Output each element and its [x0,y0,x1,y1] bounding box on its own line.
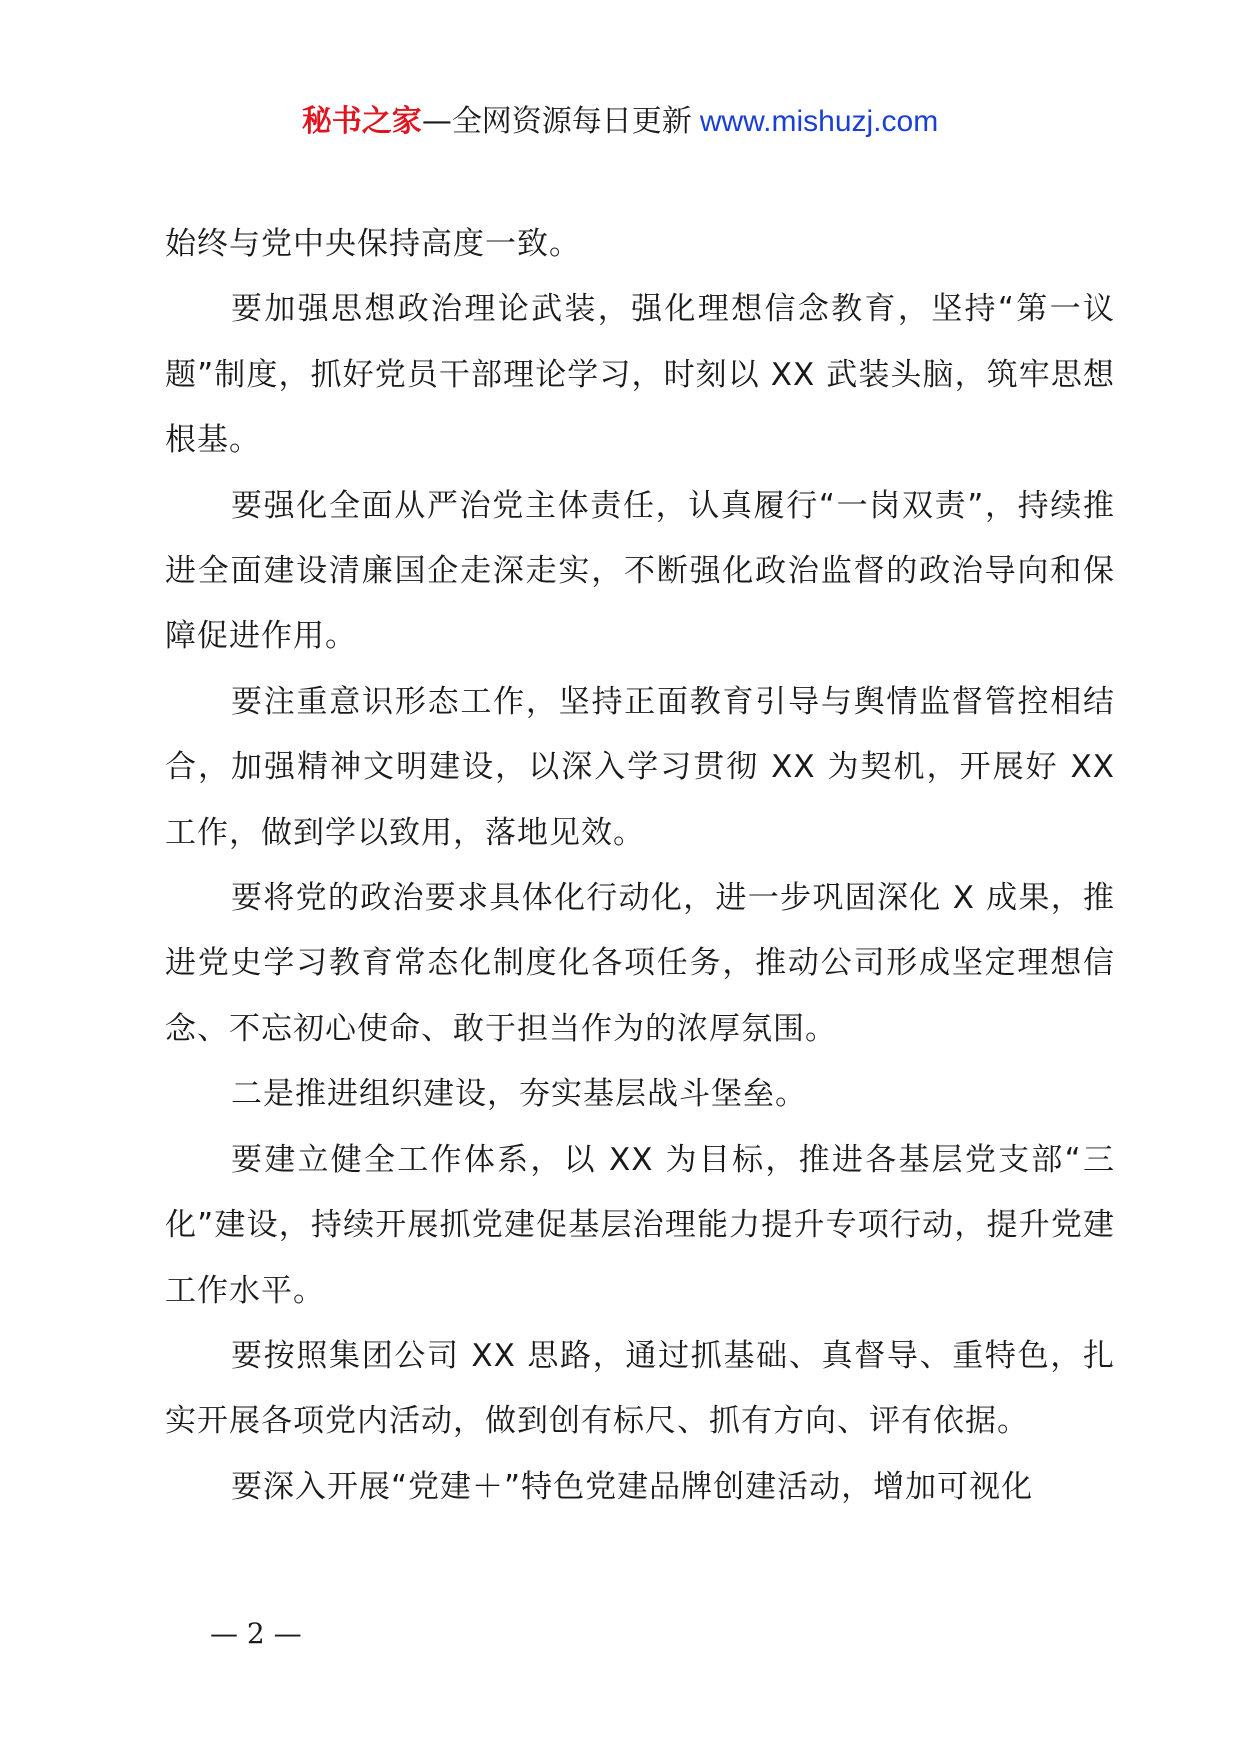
site-banner [0,100,1240,144]
paragraph: 始终与党中央保持高度一致。 [165,226,581,262]
banner-tagline: —全网资源每日更新 [421,104,692,139]
paragraph: 要将党的政治要求具体化行动化，进一步巩固深化 X 成果，推进党史学习教育常态化制度化各项任务，推动公司形成坚定理想信念、不忘初心使命、敢于担当作为的浓厚氛围。 [165,880,1115,1047]
page-number: — 2 — [210,1617,302,1650]
paragraph: 要注重意识形态工作，坚持正面教育引导与舆情监督管控相结合，加强精神文明建设，以深入学习贯彻 XX 为契机，开展好 XX 工作，做到学以致用，落地见效。 [165,683,1115,851]
document-body [165,212,1115,1520]
banner-url[interactable]: www.mishuzj.com [699,105,939,138]
paragraph: 要深入开展“党建＋”特色党建品牌创建活动，增加可视化 [231,1468,1034,1505]
section-heading: 二是推进组织建设，夯实基层战斗堡垒。 [231,1076,807,1113]
paragraph: 要按照集团公司 XX 思路，通过抓基础、真督导、重特色，扎实开展各项党内活动，做到创有标尺、抓有方向、评有依据。 [165,1337,1115,1440]
paragraph: 要加强思想政治理论武装，强化理想信念教育，坚持“第一议题”制度，抓好党员干部理论学习，时刻以 XX 武装头脑，筑牢思想根基。 [165,291,1115,459]
paragraph: 要建立健全工作体系，以 XX 为目标，推进各基层党支部“三化”建设，持续开展抓党建促基层治理能力提升专项行动，提升党建工作水平。 [165,1141,1115,1309]
brand-name: 秘书之家 [301,104,422,139]
paragraph: 要强化全面从严治党主体责任，认真履行“一岗双责”，持续推进全面建设清廉国企走深走实，不断强化政治监督的政治导向和保障促进作用。 [165,487,1115,655]
